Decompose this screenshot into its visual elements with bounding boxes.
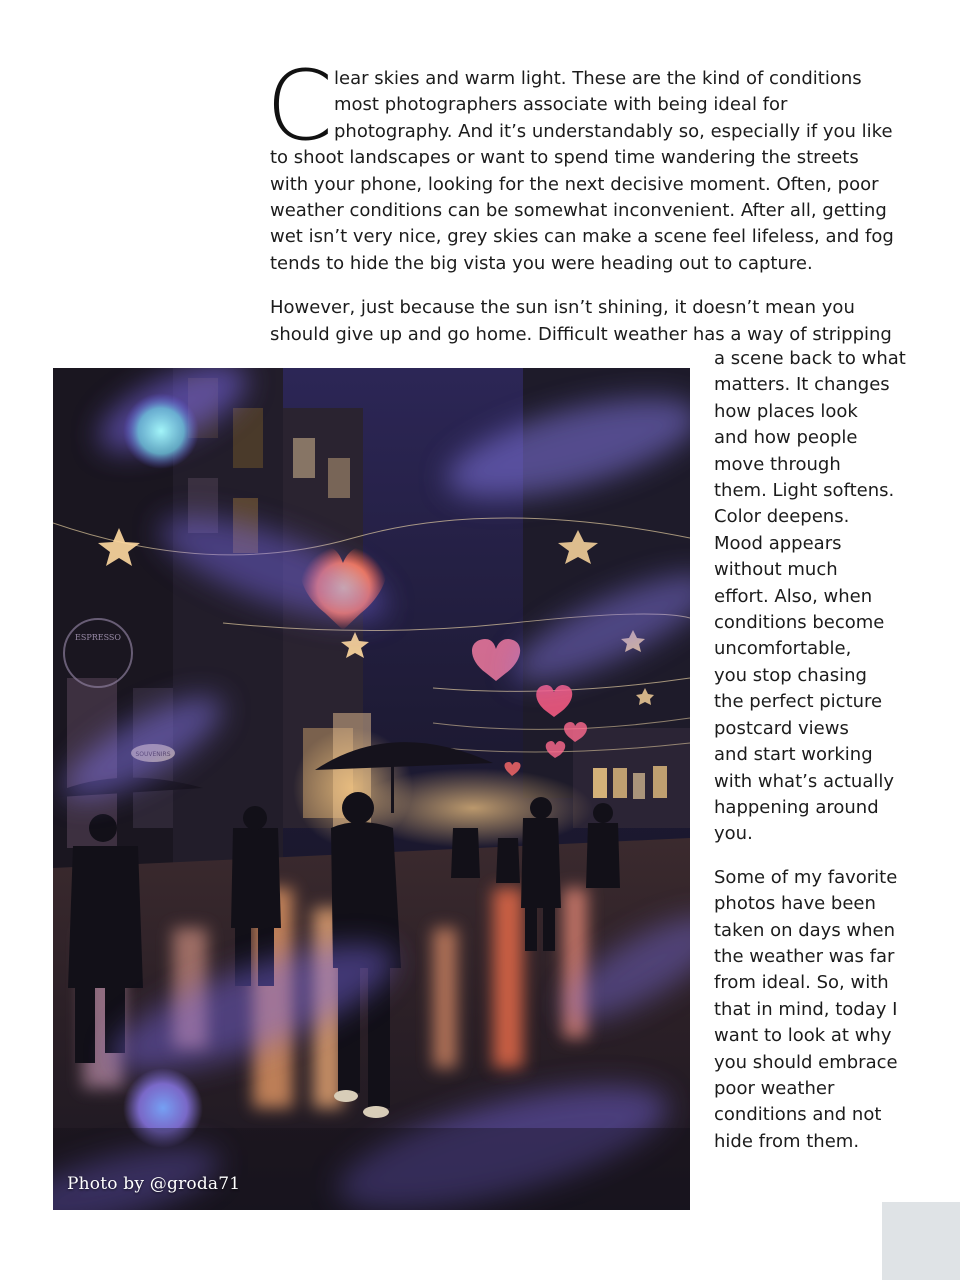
text-line: without much — [714, 559, 838, 581]
text-line: poor weather — [714, 1077, 835, 1099]
text-line: conditions become — [714, 612, 885, 634]
paragraph-1 — [266, 50, 910, 277]
text-line: Color deepens. — [714, 506, 850, 528]
page-corner-tab — [882, 1202, 960, 1280]
text-line: conditions and not — [714, 1104, 882, 1126]
text-line: postcard views — [714, 717, 849, 739]
text-line: matters. It changes — [714, 374, 890, 396]
text-line: with what’s actually — [714, 770, 895, 792]
bokeh-circle-top — [123, 393, 199, 469]
drop-cap: C — [266, 50, 334, 162]
article-intro — [266, 50, 910, 348]
paragraph-2-continued — [714, 346, 954, 848]
text-line: you should embrace — [714, 1051, 898, 1073]
text-line: Mood appears — [714, 532, 842, 554]
photo-credit: Photo by @groda71 — [67, 1174, 241, 1194]
text-line: you. — [714, 823, 753, 845]
paragraph-3 — [714, 865, 954, 1155]
text-line: the weather was far — [714, 945, 895, 967]
text-line: lear skies and warm light. These are the kind of conditions — [334, 68, 862, 89]
text-line: with your phone, looking for the next decisive moment. Often, poor — [270, 173, 879, 195]
text-line: and how people — [714, 427, 858, 449]
text-line: taken on days when — [714, 919, 896, 941]
text-line: photos have been — [714, 893, 876, 915]
text-line: most photographers associate with being ideal for — [334, 94, 788, 116]
text-line: the perfect picture — [714, 691, 883, 713]
text-line: happening around — [714, 796, 879, 818]
paragraph-2-top — [270, 295, 910, 348]
text-line: how places look — [714, 400, 858, 422]
text-line: them. Light softens. — [714, 480, 895, 502]
rainy-street-illustration — [53, 368, 690, 1210]
text-line: hide from them. — [714, 1130, 860, 1152]
text-line: photography. And it’s understandably so, especially if you like — [334, 120, 893, 142]
text-line: Some of my favorite — [714, 866, 898, 888]
text-line: to shoot landscapes or want to spend time wandering the streets — [270, 147, 859, 169]
text-line: and start working — [714, 744, 873, 766]
sign-espresso: ESPRESSO — [75, 633, 121, 642]
text-line: effort. Also, when — [714, 585, 873, 607]
text-line: a scene back to what — [714, 348, 906, 369]
text-line: weather conditions can be somewhat inconvenient. After all, getting — [270, 200, 887, 222]
text-line: tends to hide the big vista you were heading out to capture. — [270, 252, 813, 274]
text-line: uncomfortable, — [714, 638, 852, 660]
street-photo — [53, 368, 690, 1210]
text-line: wet isn’t very nice, grey skies can make a scene feel lifeless, and fog — [270, 226, 894, 248]
sidebar-column-text — [714, 346, 954, 1155]
text-line: However, just because the sun isn’t shining, it doesn’t mean you — [270, 297, 855, 319]
text-line: should give up and go home. Difficult weather has a way of stripping — [270, 323, 892, 345]
text-line: that in mind, today I — [714, 998, 898, 1020]
text-line: move through — [714, 453, 841, 475]
text-line: you stop chasing — [714, 664, 867, 686]
text-line: want to look at why — [714, 1025, 892, 1047]
text-line: from ideal. So, with — [714, 972, 889, 994]
